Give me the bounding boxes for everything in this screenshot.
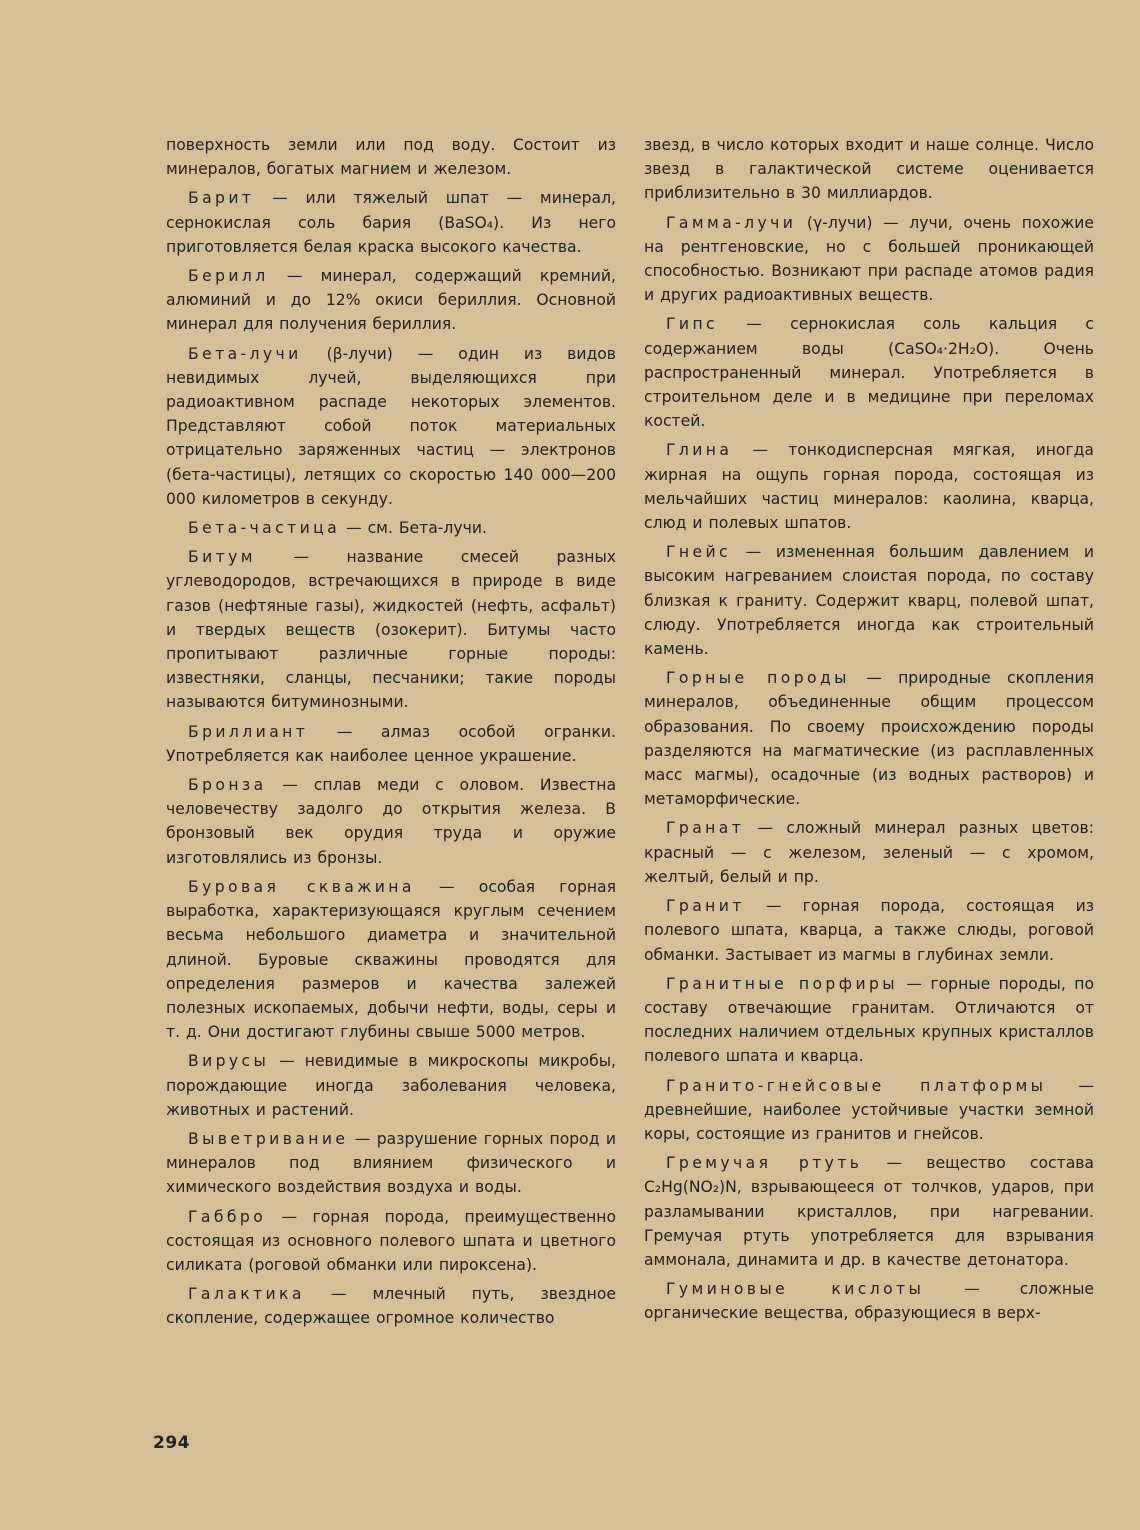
entry-definition: (β-лучи) — один из видов невидимых лучей, выделяющихся при радиоактивном распаде некоторых элементов. Представляют собой поток материальных отрицательно заряженных частиц — электронов (бета-частицы), летящих со скоростью 140 000—200 000 километров в секунду. xyxy=(166,344,616,508)
dictionary-entry xyxy=(644,666,1094,811)
dictionary-entry xyxy=(644,1074,1094,1147)
entry-definition: — название смесей разных углеводородов, встречающихся в природе в виде газов (нефтяные газы), жидкостей (нефть, асфальт) и твердых веществ (озокерит). Битумы часто пропитывают различные горные породы: известняки, сланцы, песчаники; такие породы называются битуминозными. xyxy=(166,548,616,712)
entry-definition: — млечный путь, звездное скопление, содержащее огромное количество xyxy=(166,1285,616,1328)
dictionary-entry xyxy=(166,1282,616,1330)
entry-definition: — горные породы, по составу отвечающие гранитам. Отличаются от последних наличием отдельных крупных кристаллов полевого шпата и кварца. xyxy=(644,974,1094,1066)
entry-term: Гранат xyxy=(666,819,745,838)
entry-definition: — горная порода, состоящая из полевого шпата, кварца, а также слюды, роговой обманки. Застывает из магмы в глубинах земли. xyxy=(644,897,1094,964)
dictionary-entry xyxy=(166,186,616,259)
entry-definition: — сложный минерал разных цветов: красный — с железом, зеленый — с хромом, желтый, белый и пр. xyxy=(644,819,1094,886)
entry-definition: — вещество состава C₂Hg(NO₂)N, взрывающееся от толчков, ударов, при разламывании кристаллов, при нагревании. Гремучая ртуть употребляется для взрывания аммонала, динамита и др. в качестве детонатора. xyxy=(644,1154,1094,1269)
dictionary-entry xyxy=(166,720,616,768)
entry-definition: — особая горная выработка, характеризующаяся круглым сечением весьма небольшого диаметра и значительной длиной. Буровые скважины проводятся для определения размеров и качества залежей полезных ископаемых, добычи нефти, воды, серы и т. д. Они достигают глубины свыше 5000 метров. xyxy=(166,877,616,1042)
right-column xyxy=(644,133,1094,1331)
entry-term: Бета-частица xyxy=(188,519,341,538)
dictionary-entry xyxy=(166,773,616,870)
entry-term: Гранито-гнейсовые платформы xyxy=(666,1076,1047,1095)
entry-term: Берилл xyxy=(188,267,269,286)
dictionary-entry xyxy=(644,211,1094,308)
entry-term: Гуминовые кислоты xyxy=(666,1280,925,1299)
entry-definition: — горная порода, преимущественно состоящая из основного полевого шпата и цветного силиката (роговой обманки или пироксена). xyxy=(166,1207,616,1274)
entry-definition: — сернокислая соль кальция с содержанием воды (CaSO₄·2H₂O). Очень распространенный минерал. Употребляется в строительном деле и в медицине при переломах костей. xyxy=(644,315,1094,431)
entry-term: Горные породы xyxy=(666,669,850,688)
entry-definition: — невидимые в микроскопы микробы, порождающие иногда заболевания человека, животных и растений. xyxy=(166,1052,616,1119)
entry-term: Гнейс xyxy=(666,543,732,562)
entry-definition: — природные скопления минералов, объединенные общим процессом образования. По своему происхождению породы разделяются на магматические (из расплавленных масс магмы), осадочные (из водных растворов) и метаморфические. xyxy=(644,669,1094,809)
entry-definition: — тонкодисперсная мягкая, иногда жирная на ощупь горная порода, состоящая из мельчайших частиц минералов: каолина, кварца, слюд и полевых шпатов. xyxy=(644,441,1094,533)
dictionary-entry xyxy=(644,1277,1094,1325)
entry-term: Галактика xyxy=(188,1285,305,1304)
entry-definition: — алмаз особой огранки. Употребляется как наиболее ценное украшение. xyxy=(166,722,616,765)
entry-term: Глина xyxy=(666,441,733,460)
dictionary-entry xyxy=(166,516,616,540)
entry-term: Габбро xyxy=(188,1207,267,1226)
entry-term: Гранитные порфиры xyxy=(666,974,899,993)
entry-definition: — измененная большим давлением и высоким нагреванием слоистая порода, по составу близкая к граниту. Содержит кварц, полевой шпат, слюду. Употребляется иногда как строительный камень. xyxy=(644,543,1094,659)
entry-term: Буровая скважина xyxy=(188,877,415,896)
entry-term: Бронза xyxy=(188,776,267,795)
entry-definition: — или тяжелый шпат — минерал, сернокислая соль бария (BaSO₄). Из него приготовляется белая краска высокого качества. xyxy=(166,189,616,256)
entry-definition: (γ-лучи) — лучи, очень похожие на рентгеновские, но с большей проникающей способностью. Возникают при распаде атомов радия и других радиоактивных веществ. xyxy=(644,213,1094,305)
entry-definition: — сложные органические вещества, образующиеся в верх- xyxy=(644,1280,1094,1323)
entry-term: Битум xyxy=(188,548,256,567)
entry-term: Гремучая ртуть xyxy=(666,1154,863,1173)
entry-definition: звезд, в число которых входит и наше солнце. Число звезд в галактической системе оценивается приблизительно в 30 миллиардов. xyxy=(644,136,1094,203)
dictionary-entry xyxy=(166,1127,616,1200)
dictionary-entry xyxy=(166,545,616,714)
entry-term: Гипс xyxy=(666,315,719,334)
entry-definition: — сплав меди с оловом. Известна человечеству задолго до открытия железа. В бронзовый век орудия труда и оружие изготовлялись из бронзы. xyxy=(166,776,616,867)
entry-definition: — см. Бета-лучи. xyxy=(340,519,487,538)
entry-definition: — минерал, содержащий кремний, алюминий и до 12% окиси бериллия. Основной минерал для получения бериллия. xyxy=(166,267,616,334)
left-column xyxy=(166,133,616,1336)
dictionary-entry xyxy=(644,972,1094,1069)
entry-term: Гамма-лучи xyxy=(666,213,797,232)
entry-term: Бета-лучи xyxy=(188,344,302,363)
dictionary-entry xyxy=(644,894,1094,967)
entry-term: Бриллиант xyxy=(188,722,309,741)
dictionary-entry xyxy=(166,264,616,337)
dictionary-entry xyxy=(644,133,1094,206)
entry-definition: — древнейшие, наиболее устойчивые участки земной коры, состоящие из гранитов и гнейсов. xyxy=(644,1076,1094,1143)
dictionary-entry xyxy=(644,312,1094,433)
entry-definition: поверхность земли или под воду. Состоит из минералов, богатых магнием и железом. xyxy=(166,136,616,179)
dictionary-entry xyxy=(166,875,616,1044)
dictionary-entry xyxy=(644,816,1094,889)
dictionary-entry xyxy=(166,342,616,511)
dictionary-entry xyxy=(644,438,1094,535)
entry-term: Вирусы xyxy=(188,1052,270,1071)
dictionary-entry xyxy=(166,1205,616,1278)
dictionary-entry xyxy=(644,1151,1094,1272)
entry-term: Выветривание xyxy=(188,1129,349,1148)
dictionary-entry xyxy=(166,133,616,181)
entry-term: Гранит xyxy=(666,897,745,916)
entry-definition: — разрушение горных пород и минералов под влиянием физического и химического воздействия воздуха и воды. xyxy=(166,1129,616,1197)
dictionary-entry xyxy=(644,540,1094,661)
dictionary-entry xyxy=(166,1049,616,1122)
entry-term: Барит xyxy=(188,189,255,208)
page-number: 294 xyxy=(153,1433,190,1453)
